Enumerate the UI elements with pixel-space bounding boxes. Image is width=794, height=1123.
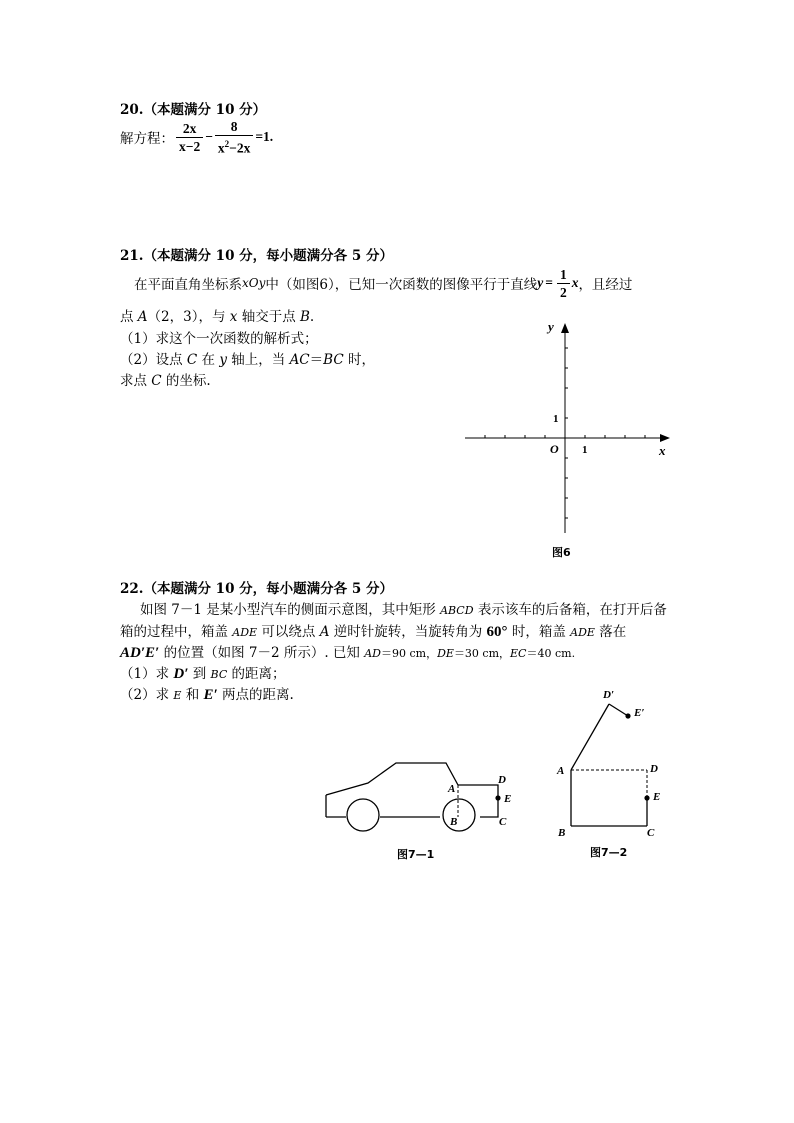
q20-heading: 20.（本题满分 10 分） <box>120 102 267 118</box>
lid-ad-prime <box>571 704 609 770</box>
rear-wheel <box>443 799 475 831</box>
q20-frac2-denominator: $x^2-2x$ <box>217 139 251 156</box>
y-axis-arrow-icon <box>561 323 569 333</box>
point-e-dot <box>495 795 500 800</box>
label-e: E <box>504 793 512 805</box>
figure-7-2-trunk <box>552 683 682 843</box>
label-d-prime: D′ <box>603 689 615 701</box>
figure-7-2-caption: 图7—2 <box>590 846 628 859</box>
label-d: D <box>650 763 658 775</box>
q22-line3: AD′E′ 的位置（如图 7－2 所示）. 已知 AD＝90 cm，DE＝30 cm，EC＝40 cm. <box>120 645 576 661</box>
y-axis-label: y <box>548 319 554 334</box>
x-axis-label: x <box>659 443 666 458</box>
q22-line1: 如图 7－1 是某小型汽车的侧面示意图，其中矩形 ABCD 表示该车的后备箱，在打开后备 <box>140 602 667 618</box>
figure-6-caption: 图6 <box>552 546 571 559</box>
figure-7-1-caption: 图7—1 <box>397 848 435 861</box>
x-axis-arrow-icon <box>660 434 670 442</box>
q22-heading: 22.（本题满分 10 分，每小题满分各 5 分） <box>120 581 393 597</box>
label-e: E <box>653 791 661 803</box>
q20-minus: − <box>205 129 213 145</box>
q20-rhs: =1. <box>255 129 274 145</box>
q21-part3: 求点 C 的坐标. <box>120 373 211 389</box>
q20-frac2-numerator: 8 <box>215 118 253 136</box>
q20-frac1-numerator: 2x <box>176 120 203 138</box>
label-b: B <box>450 816 458 828</box>
q21-part1: （1）求这个一次函数的解析式； <box>120 331 318 347</box>
label-e-prime: E′ <box>634 707 645 719</box>
figure-7-1-car <box>318 755 528 845</box>
q22-part2: （2）求 E 和 E′ 两点的距离. <box>120 687 294 703</box>
q21-part2: （2）设点 C 在 y 轴上，当 AC＝BC 时， <box>120 352 375 368</box>
front-wheel <box>347 799 379 831</box>
q22-line2: 箱的过程中，箱盖 ADE 可以绕点 A 逆时针旋转，当旋转角为 60° 时，箱盖 ADE 落在 <box>120 624 627 640</box>
q20-fraction-1 <box>176 120 203 155</box>
q20-fraction-2 <box>215 118 253 157</box>
lid-d-prime-e-prime <box>609 704 628 716</box>
q20-equation <box>120 118 273 157</box>
q20-frac1-denominator: x−2 <box>179 138 201 154</box>
label-a: A <box>448 783 456 795</box>
q21-heading: 21.（本题满分 10 分，每小题满分各 5 分） <box>120 248 393 264</box>
figure-6-axes <box>460 318 680 563</box>
x-tick-label: 1 <box>582 444 588 456</box>
q21-line1: 在平面直角坐标系 xOy 中（如图6），已知一次函数的图像平行于直线 y = $\frac{1}{2}$ x ，且经过 <box>134 266 633 300</box>
y-tick-label: 1 <box>553 413 559 425</box>
q20-prompt: 解方程： <box>120 131 174 148</box>
label-b: B <box>558 827 566 839</box>
q22-part1: （1）求 D′ 到 BC 的距离； <box>120 666 286 682</box>
q21-line2: 点 A（2，3），与 x 轴交于点 B. <box>120 309 315 325</box>
point-e-prime-dot <box>625 713 630 718</box>
q21-slope-fraction: $\frac{1}{2}$ <box>557 266 570 301</box>
origin-label: O <box>550 442 559 456</box>
label-a: A <box>557 765 565 777</box>
label-c: C <box>647 827 655 839</box>
point-e-dot <box>644 795 649 800</box>
label-c: C <box>499 816 507 828</box>
label-d: D <box>498 774 506 786</box>
